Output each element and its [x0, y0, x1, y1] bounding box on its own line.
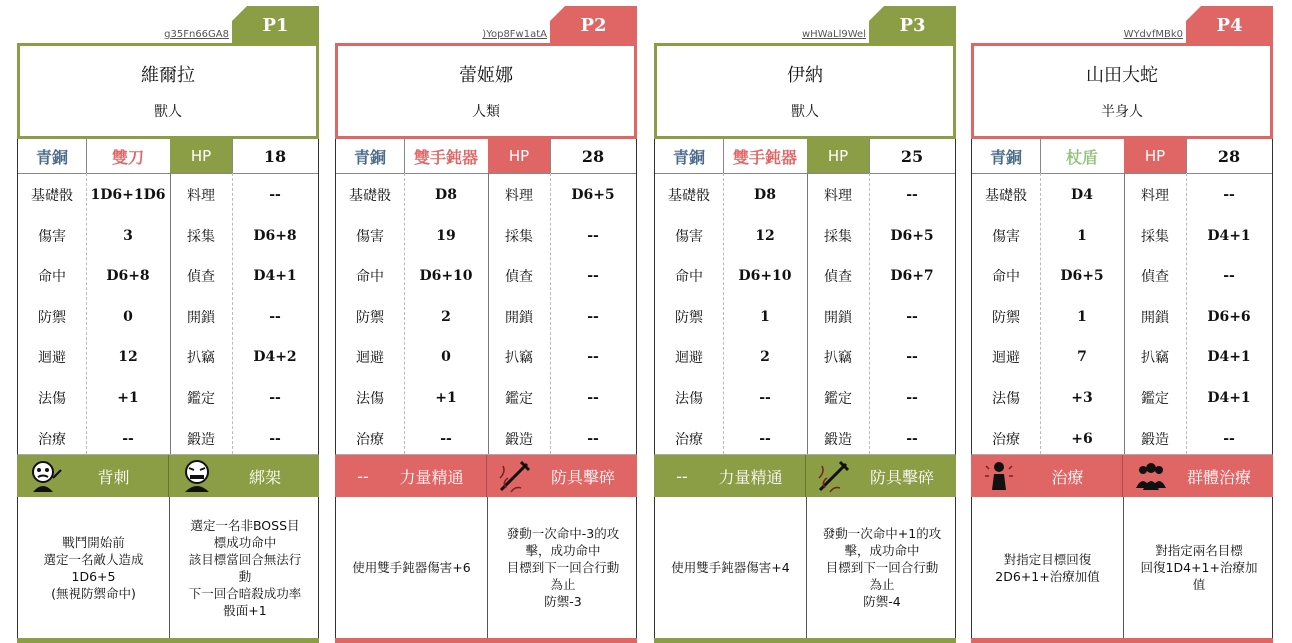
character-code-link[interactable]: )Yop8Fw1atA: [482, 29, 547, 40]
stat-row: [336, 256, 636, 296]
skill-stat-label: 扒竊: [1141, 350, 1169, 367]
skill-description: 使用雙手鈍器傷害+4: [671, 560, 790, 575]
stats-header-row: [336, 139, 636, 174]
backstab-icon: [27, 458, 63, 494]
skill-name: 背刺: [97, 467, 130, 487]
stat-row: [336, 297, 636, 337]
skill-stat-value: D6+6: [1207, 308, 1251, 325]
stat-value: D6+10: [419, 268, 473, 285]
stat-label: 防禦: [675, 309, 703, 326]
stat-value: 2: [441, 308, 451, 325]
kidnap-icon: [179, 458, 215, 494]
skill-stat-label: 鑑定: [505, 391, 533, 407]
stat-value: D8: [435, 187, 457, 203]
stat-label: 法傷: [992, 391, 1020, 407]
skill-description: 對指定目標回復 2D6+1+治療加值: [995, 551, 1100, 584]
stat-value: 7: [1077, 349, 1087, 366]
skill-header[interactable]: [971, 455, 1122, 497]
character-code-link[interactable]: g35Fn66GA8: [164, 29, 229, 40]
skill-stat-value: --: [1223, 268, 1235, 285]
hp-value: 25: [900, 146, 924, 166]
stat-row: [972, 256, 1272, 296]
skill-stat-label: 開鎖: [824, 309, 852, 326]
stat-label: 命中: [675, 269, 703, 286]
skill-description: 戰鬥開始前 選定一名敵人造成 1D6+5 (無視防禦命中): [43, 534, 144, 601]
player-tag: P2: [550, 6, 637, 44]
stat-row: [18, 419, 318, 459]
skill-stat-value: --: [906, 430, 918, 447]
skill-stat-value: --: [1223, 430, 1235, 447]
stat-value: +3: [1071, 390, 1093, 406]
card-bottom-bar: [654, 638, 956, 643]
stat-value: D8: [754, 187, 776, 203]
stat-value: 2: [760, 349, 770, 366]
skill-stat-label: 採集: [505, 228, 533, 245]
character-race: 獸人: [154, 104, 182, 120]
stat-value: --: [759, 430, 771, 447]
skill-stat-label: 偵查: [1141, 269, 1169, 286]
stat-row: [655, 337, 955, 377]
skill-name: 綁架: [248, 467, 281, 487]
skill-stat-value: D6+8: [253, 227, 297, 244]
stat-value: +1: [435, 390, 457, 406]
stat-row: [18, 297, 318, 337]
stat-value: 1: [1077, 227, 1087, 244]
skill-stat-value: --: [906, 349, 918, 366]
skill-stat-label: 料理: [187, 188, 215, 204]
skill-name: 群體治療: [1186, 467, 1251, 487]
stat-row: [655, 175, 955, 215]
skill-header[interactable]: [335, 455, 486, 497]
stat-label: 命中: [356, 269, 384, 286]
stats-header-row: [972, 139, 1272, 174]
skill-stat-label: 採集: [187, 228, 215, 245]
stat-value: 1: [760, 308, 770, 325]
tier-label: 青銅: [672, 147, 705, 167]
character-name: 山田大蛇: [1086, 65, 1158, 86]
stats-table: [335, 139, 637, 455]
skills-bar: [654, 455, 956, 497]
stat-label: 法傷: [675, 391, 703, 407]
tier-label: 青銅: [989, 147, 1022, 167]
skill-stat-label: 料理: [824, 188, 852, 204]
stat-label: 命中: [992, 269, 1020, 286]
stat-row: [655, 419, 955, 459]
stat-row: [655, 216, 955, 256]
stat-value: D6+5: [1060, 268, 1104, 285]
stat-label: 治療: [675, 431, 703, 448]
stats-table: [654, 139, 956, 455]
skill-stat-value: --: [587, 308, 599, 325]
character-race: 獸人: [791, 104, 819, 120]
stat-label: 防禦: [992, 309, 1020, 326]
skill-stat-value: --: [269, 308, 281, 325]
group-heal-icon: [1133, 458, 1169, 494]
card-bottom-bar: [335, 638, 637, 643]
stat-value: 19: [436, 227, 456, 244]
tier-label: 青銅: [35, 147, 68, 167]
weapon-label: 雙手鈍器: [732, 147, 797, 167]
skills-description: [17, 497, 319, 638]
skill-stat-label: 鑑定: [187, 391, 215, 407]
stat-row: [972, 337, 1272, 377]
stat-label: 防禦: [356, 309, 384, 326]
stat-row: [336, 216, 636, 256]
stat-row: [336, 337, 636, 377]
tier-label: 青銅: [353, 147, 386, 167]
stat-row: [18, 337, 318, 377]
stat-value: 12: [118, 349, 138, 366]
stats-header-row: [18, 139, 318, 174]
stat-row: [336, 419, 636, 459]
stat-label: 傷害: [38, 228, 66, 245]
hp-label: HP: [1124, 139, 1186, 173]
skill-stat-value: --: [587, 430, 599, 447]
stat-value: 0: [441, 349, 451, 366]
skill-stat-label: 開鎖: [187, 309, 215, 326]
skills-description: [654, 497, 956, 638]
stat-label: 治療: [356, 431, 384, 448]
skill-header[interactable]: [168, 455, 319, 497]
hp-label: HP: [807, 139, 869, 173]
skill-stat-label: 鍛造: [187, 431, 215, 448]
skill-placeholder: --: [357, 466, 369, 486]
skill-stat-value: D6+5: [890, 227, 934, 244]
stat-value: D6+10: [738, 268, 792, 285]
player-tag: P1: [232, 6, 319, 44]
skill-stat-label: 扒竊: [505, 350, 533, 367]
character-race: 人類: [472, 104, 500, 120]
name-box: [971, 43, 1273, 139]
skill-name: 防具擊碎: [869, 467, 934, 487]
stat-value: D4: [1071, 187, 1093, 203]
stat-label: 治療: [992, 431, 1020, 448]
stat-label: 迴避: [992, 350, 1020, 367]
skill-stat-value: --: [269, 187, 281, 203]
skill-stat-value: D4+1: [253, 268, 297, 285]
skill-header[interactable]: [805, 455, 956, 497]
character-code-link[interactable]: wHWaLl9Wel: [801, 29, 866, 40]
skill-stat-label: 料理: [505, 188, 533, 204]
character-card: [17, 0, 319, 643]
character-code-link[interactable]: WYdvfMBk0: [1123, 29, 1183, 40]
stat-value: +6: [1071, 430, 1093, 447]
stat-value: 1: [1077, 308, 1087, 325]
skill-stat-value: D4+1: [1207, 390, 1251, 406]
stat-value: 0: [123, 308, 133, 325]
skill-stat-value: --: [1223, 187, 1235, 203]
skill-header[interactable]: [654, 455, 805, 497]
skills-description: [335, 497, 637, 638]
player-tag: P4: [1186, 6, 1273, 44]
card-bottom-bar: [17, 638, 319, 643]
skill-stat-value: D4+2: [253, 349, 297, 366]
stat-row: [655, 256, 955, 296]
stat-row: [655, 378, 955, 418]
character-name: 伊納: [787, 65, 823, 86]
stat-value: D6+8: [106, 268, 150, 285]
stat-row: [972, 175, 1272, 215]
armor-break-icon: [816, 458, 852, 494]
stat-value: +1: [117, 390, 139, 406]
skill-stat-label: 採集: [1141, 228, 1169, 245]
stat-label: 法傷: [356, 391, 384, 407]
stat-row: [336, 175, 636, 215]
stat-label: 傷害: [992, 228, 1020, 245]
character-card: [971, 0, 1273, 643]
skills-bar: [335, 455, 637, 497]
hp-label: HP: [170, 139, 232, 173]
stat-row: [18, 256, 318, 296]
stat-value: --: [122, 430, 134, 447]
skill-name: 防具擊碎: [550, 467, 615, 487]
character-card: [335, 0, 637, 643]
stat-row: [972, 297, 1272, 337]
character-race: 半身人: [1101, 104, 1143, 120]
stat-row: [972, 419, 1272, 459]
skill-stat-label: 鑑定: [824, 391, 852, 407]
skill-stat-value: D4+1: [1207, 227, 1251, 244]
stat-value: 1D6+1D6: [90, 187, 166, 203]
player-tag: P3: [869, 6, 956, 44]
skill-stat-label: 扒竊: [824, 350, 852, 367]
name-box: [654, 43, 956, 139]
character-name: 維爾拉: [141, 65, 195, 86]
skill-stat-label: 扒竊: [187, 350, 215, 367]
skill-stat-label: 鍛造: [1141, 431, 1169, 448]
skill-stat-label: 鍛造: [824, 431, 852, 448]
skill-stat-label: 偵查: [187, 269, 215, 286]
skills-description: [971, 497, 1273, 638]
hp-value: 28: [581, 146, 605, 166]
weapon-label: 雙刀: [111, 147, 144, 167]
stat-label: 基礎骰: [349, 188, 391, 204]
stat-row: [972, 378, 1272, 418]
stat-label: 法傷: [38, 391, 66, 407]
stat-label: 基礎骰: [31, 188, 73, 204]
stats-table: [971, 139, 1273, 455]
skills-bar: [971, 455, 1273, 497]
skill-stat-value: --: [587, 390, 599, 406]
stat-label: 傷害: [356, 228, 384, 245]
hp-value: 18: [263, 146, 287, 166]
skill-header[interactable]: [17, 455, 168, 497]
stat-value: --: [440, 430, 452, 447]
card-bottom-bar: [971, 638, 1273, 643]
stat-label: 治療: [38, 431, 66, 448]
character-card: [654, 0, 956, 643]
skill-stat-value: --: [587, 268, 599, 285]
armor-break-icon: [497, 458, 533, 494]
stat-label: 命中: [38, 269, 66, 286]
stat-label: 基礎骰: [668, 188, 710, 204]
stat-value: 12: [755, 227, 775, 244]
skill-stat-value: --: [906, 187, 918, 203]
skill-stat-value: --: [906, 390, 918, 406]
stats-header-row: [655, 139, 955, 174]
skill-stat-label: 偵查: [824, 269, 852, 286]
skill-description: 發動一次命中+1的攻 擊，成功命中 目標到下一回合行動 為止 防禦-4: [806, 497, 957, 638]
skill-name: 力量精通: [718, 467, 783, 487]
hp-value: 28: [1217, 146, 1241, 166]
skill-stat-value: --: [906, 308, 918, 325]
stat-row: [18, 175, 318, 215]
stats-table: [17, 139, 319, 455]
skill-stat-label: 偵查: [505, 269, 533, 286]
skill-stat-label: 開鎖: [505, 309, 533, 326]
skill-stat-label: 鍛造: [505, 431, 533, 448]
character-name: 蕾姬娜: [459, 65, 513, 86]
skill-stat-value: --: [269, 430, 281, 447]
stat-label: 迴避: [356, 350, 384, 367]
name-box: [335, 43, 637, 139]
skill-stat-label: 鑑定: [1141, 391, 1169, 407]
weapon-label: 雙手鈍器: [413, 147, 478, 167]
stat-row: [18, 378, 318, 418]
skill-stat-value: D4+1: [1207, 349, 1251, 366]
skill-stat-label: 開鎖: [1141, 309, 1169, 326]
skill-stat-value: --: [587, 349, 599, 366]
skill-stat-value: --: [269, 390, 281, 406]
skill-stat-label: 採集: [824, 228, 852, 245]
stat-row: [655, 297, 955, 337]
stat-row: [18, 216, 318, 256]
skill-name: 力量精通: [399, 467, 464, 487]
skill-stat-value: D6+7: [890, 268, 934, 285]
skill-header[interactable]: [1122, 455, 1273, 497]
heal-icon: [981, 458, 1017, 494]
stat-row: [972, 216, 1272, 256]
name-box: [17, 43, 319, 139]
stat-label: 迴避: [675, 350, 703, 367]
hp-label: HP: [488, 139, 550, 173]
skill-placeholder: --: [676, 466, 688, 486]
stat-label: 傷害: [675, 228, 703, 245]
stat-label: 基礎骰: [985, 188, 1027, 204]
skill-stat-value: --: [587, 227, 599, 244]
skill-description: 選定一名非BOSS目 標成功命中 該目標當回合無法行 動 下一回合暗殺成功率 骰面+1: [169, 497, 320, 638]
skill-description: 發動一次命中-3的攻 擊，成功命中 目標到下一回合行動 為止 防禦-3: [487, 497, 638, 638]
stat-value: 3: [123, 227, 133, 244]
stat-label: 迴避: [38, 350, 66, 367]
skills-bar: [17, 455, 319, 497]
skill-description: 使用雙手鈍器傷害+6: [352, 560, 471, 575]
skill-header[interactable]: [486, 455, 637, 497]
skill-name: 治療: [1051, 467, 1084, 487]
weapon-label: 杖盾: [1065, 147, 1098, 167]
skill-stat-label: 料理: [1141, 188, 1169, 204]
stat-row: [336, 378, 636, 418]
stat-value: --: [759, 390, 771, 406]
skill-stat-value: D6+5: [571, 187, 615, 203]
stat-label: 防禦: [38, 309, 66, 326]
skill-description: 對指定兩名目標 回復1D4+1+治療加 值: [1123, 497, 1274, 638]
